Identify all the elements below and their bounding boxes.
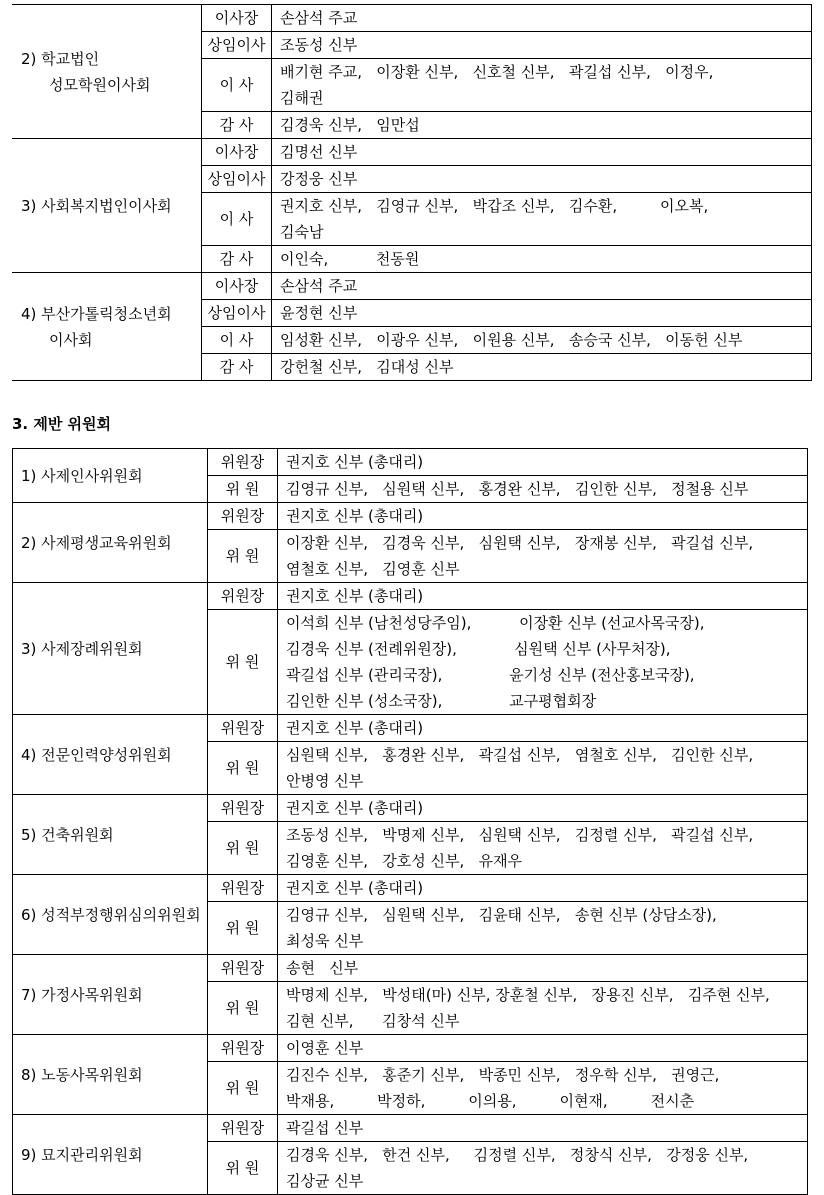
name-line: 조동성 신부, 박명제 신부, 심원택 신부, 김정렬 신부, 곽길섭 신부, xyxy=(286,826,754,844)
name-line: 김명선 신부 xyxy=(280,143,358,161)
names-cell xyxy=(272,112,812,139)
names-cell xyxy=(272,327,812,354)
member-label-cell: 위 원 xyxy=(208,902,278,955)
board-name-line: 3) 사회복지법인이사회 xyxy=(21,196,172,215)
names-cell xyxy=(278,503,808,530)
name-line: 김경욱 신부, 임만섭 xyxy=(280,116,420,134)
name-line: 권지호 신부 (총대리) xyxy=(286,799,424,817)
name-line: 손삼석 주교 xyxy=(280,277,358,295)
chair-label-cell: 위원장 xyxy=(208,1035,278,1062)
member-label-cell: 위 원 xyxy=(208,742,278,795)
name-line: 김해권 xyxy=(280,89,324,107)
committee-chair-row xyxy=(13,875,808,902)
name-line: 강헌철 신부, 김대성 신부 xyxy=(280,358,454,376)
chair-label-cell: 위원장 xyxy=(208,449,278,476)
name-line: 심원택 신부, 홍경완 신부, 곽길섭 신부, 염철호 신부, 김인한 신부, xyxy=(286,746,754,764)
committee-table xyxy=(12,448,808,1195)
member-label-cell: 위 원 xyxy=(208,530,278,583)
committee-table-body xyxy=(13,449,808,1195)
board-table xyxy=(12,4,812,381)
name-line: 김진수 신부, 홍준기 신부, 박종민 신부, 정우학 신부, 권영근, xyxy=(286,1066,720,1084)
names-cell xyxy=(272,354,812,381)
name-line: 권지호 신부 (총대리) xyxy=(286,507,424,525)
role-cell: 이 사 xyxy=(202,327,272,354)
names-cell xyxy=(272,59,812,112)
committee-name-cell: 1) 사제인사위원회 xyxy=(13,449,208,503)
names-cell xyxy=(278,795,808,822)
name-line: 염철호 신부, 김영훈 신부 xyxy=(286,560,460,578)
name-line: 박재용, 박정하, 이의용, 이현재, 전시춘 xyxy=(286,1092,695,1110)
name-line: 송현 신부 xyxy=(286,959,359,977)
name-line: 권지호 신부, 김영규 신부, 박갑조 신부, 김수환, 이오복, xyxy=(280,197,709,215)
name-line: 박명제 신부, 박성태(마) 신부, 장훈철 신부, 장용진 신부, 김주현 신부, xyxy=(286,986,770,1004)
name-line: 최성욱 신부 xyxy=(286,932,364,950)
member-label-cell: 위 원 xyxy=(208,982,278,1035)
role-cell: 상임이사 xyxy=(202,166,272,193)
committee-name-cell: 2) 사제평생교육위원회 xyxy=(13,503,208,583)
member-label-cell: 위 원 xyxy=(208,610,278,715)
chair-label-cell: 위원장 xyxy=(208,795,278,822)
name-line: 이영훈 신부 xyxy=(286,1039,364,1057)
committee-chair-row xyxy=(13,1035,808,1062)
name-line: 권지호 신부 (총대리) xyxy=(286,879,424,897)
name-line: 김현 신부, 김창석 신부 xyxy=(286,1012,460,1030)
chair-label-cell: 위원장 xyxy=(208,503,278,530)
names-cell xyxy=(278,982,808,1035)
name-line: 곽길섭 신부 xyxy=(286,1119,364,1137)
names-cell xyxy=(278,1062,808,1115)
member-label-cell: 위 원 xyxy=(208,1062,278,1115)
committee-name-cell: 8) 노동사목위원회 xyxy=(13,1035,208,1115)
name-line: 조동성 신부 xyxy=(280,36,358,54)
names-cell xyxy=(272,5,812,32)
names-cell xyxy=(272,139,812,166)
role-cell: 감 사 xyxy=(202,246,272,273)
name-line: 배기현 주교, 이장환 신부, 신호철 신부, 곽길섭 신부, 이정우, xyxy=(280,63,714,81)
name-line: 김숙남 xyxy=(280,223,324,241)
member-label-cell: 위 원 xyxy=(208,1142,278,1195)
role-cell: 이사장 xyxy=(202,139,272,166)
names-cell xyxy=(272,32,812,59)
names-cell xyxy=(278,476,808,503)
names-cell xyxy=(272,273,812,300)
committee-name-cell: 3) 사제장례위원회 xyxy=(13,583,208,715)
board-name-cell xyxy=(13,139,202,273)
names-cell xyxy=(278,1035,808,1062)
chair-label-cell: 위원장 xyxy=(208,583,278,610)
names-cell xyxy=(278,822,808,875)
names-cell xyxy=(272,246,812,273)
board-row xyxy=(13,273,812,300)
board-name-line: 4) 부산가톨릭청소년회 xyxy=(21,304,172,323)
role-cell: 감 사 xyxy=(202,112,272,139)
chair-label-cell: 위원장 xyxy=(208,955,278,982)
chair-label-cell: 위원장 xyxy=(208,1115,278,1142)
board-name-line: 성모학원이사회 xyxy=(49,75,151,94)
names-cell xyxy=(278,742,808,795)
names-cell xyxy=(278,583,808,610)
board-name-line: 2) 학교법인 xyxy=(21,49,100,68)
role-cell: 감 사 xyxy=(202,354,272,381)
name-line: 권지호 신부 (총대리) xyxy=(286,587,424,605)
committee-name-cell: 9) 묘지관리위원회 xyxy=(13,1115,208,1195)
name-line: 김영규 신부, 심원택 신부, 홍경완 신부, 김인한 신부, 정철용 신부 xyxy=(286,480,749,498)
name-line: 강정웅 신부 xyxy=(280,170,358,188)
role-cell: 이사장 xyxy=(202,5,272,32)
name-line: 김영훈 신부, 강호성 신부, 유재우 xyxy=(286,852,523,870)
board-name-line: 이사회 xyxy=(49,330,93,349)
name-line: 김경욱 신부, 한건 신부, 김정렬 신부, 정창식 신부, 강정웅 신부, xyxy=(286,1146,749,1164)
board-name-cell xyxy=(13,5,202,139)
names-cell xyxy=(272,300,812,327)
committee-name-cell: 4) 전문인력양성위원회 xyxy=(13,715,208,795)
committee-name-cell: 6) 성적부정행위심의위원회 xyxy=(13,875,208,955)
names-cell xyxy=(278,1142,808,1195)
committee-name-cell: 5) 건축위원회 xyxy=(13,795,208,875)
board-table-body xyxy=(13,5,812,381)
names-cell xyxy=(272,166,812,193)
section-heading: 3. 제반 위원회 xyxy=(12,415,112,433)
member-label-cell: 위 원 xyxy=(208,476,278,503)
committee-chair-row xyxy=(13,795,808,822)
name-line: 김인한 신부 (성소국장), 교구평협회장 xyxy=(286,692,597,710)
board-row xyxy=(13,5,812,32)
chair-label-cell: 위원장 xyxy=(208,875,278,902)
names-cell xyxy=(278,449,808,476)
names-cell xyxy=(278,610,808,715)
role-cell: 이 사 xyxy=(202,59,272,112)
role-cell: 상임이사 xyxy=(202,32,272,59)
name-line: 곽길섭 신부 (관리국장), 윤기성 신부 (전산홍보국장), xyxy=(286,666,695,684)
committee-chair-row xyxy=(13,503,808,530)
names-cell xyxy=(278,715,808,742)
committee-chair-row xyxy=(13,1115,808,1142)
chair-label-cell: 위원장 xyxy=(208,715,278,742)
name-line: 권지호 신부 (총대리) xyxy=(286,719,424,737)
name-line: 김상균 신부 xyxy=(286,1172,364,1190)
name-line: 안병영 신부 xyxy=(286,772,364,790)
names-cell xyxy=(278,902,808,955)
name-line: 윤정현 신부 xyxy=(280,304,358,322)
board-name-cell xyxy=(13,273,202,381)
board-row xyxy=(13,139,812,166)
committee-chair-row xyxy=(13,583,808,610)
role-cell: 이사장 xyxy=(202,273,272,300)
names-cell xyxy=(278,875,808,902)
name-line: 이석희 신부 (남천성당주임), 이장환 신부 (선교사목국장), xyxy=(286,614,705,632)
name-line: 이인숙, 천동원 xyxy=(280,250,420,268)
name-line: 손삼석 주교 xyxy=(280,9,358,27)
names-cell xyxy=(278,955,808,982)
committee-chair-row xyxy=(13,955,808,982)
name-line: 임성환 신부, 이광우 신부, 이원용 신부, 송승국 신부, 이동헌 신부 xyxy=(280,331,743,349)
committee-chair-row xyxy=(13,449,808,476)
names-cell xyxy=(272,193,812,246)
name-line: 권지호 신부 (총대리) xyxy=(286,453,424,471)
name-line: 이장환 신부, 김경욱 신부, 심원택 신부, 장재봉 신부, 곽길섭 신부, xyxy=(286,534,754,552)
role-cell: 이 사 xyxy=(202,193,272,246)
committee-chair-row xyxy=(13,715,808,742)
name-line: 김경욱 신부 (전례위원장), 심원택 신부 (사무처장), xyxy=(286,640,671,658)
committee-name-cell: 7) 가정사목위원회 xyxy=(13,955,208,1035)
name-line: 김영규 신부, 심원택 신부, 김윤태 신부, 송현 신부 (상담소장), xyxy=(286,906,717,924)
names-cell xyxy=(278,530,808,583)
role-cell: 상임이사 xyxy=(202,300,272,327)
member-label-cell: 위 원 xyxy=(208,822,278,875)
names-cell xyxy=(278,1115,808,1142)
